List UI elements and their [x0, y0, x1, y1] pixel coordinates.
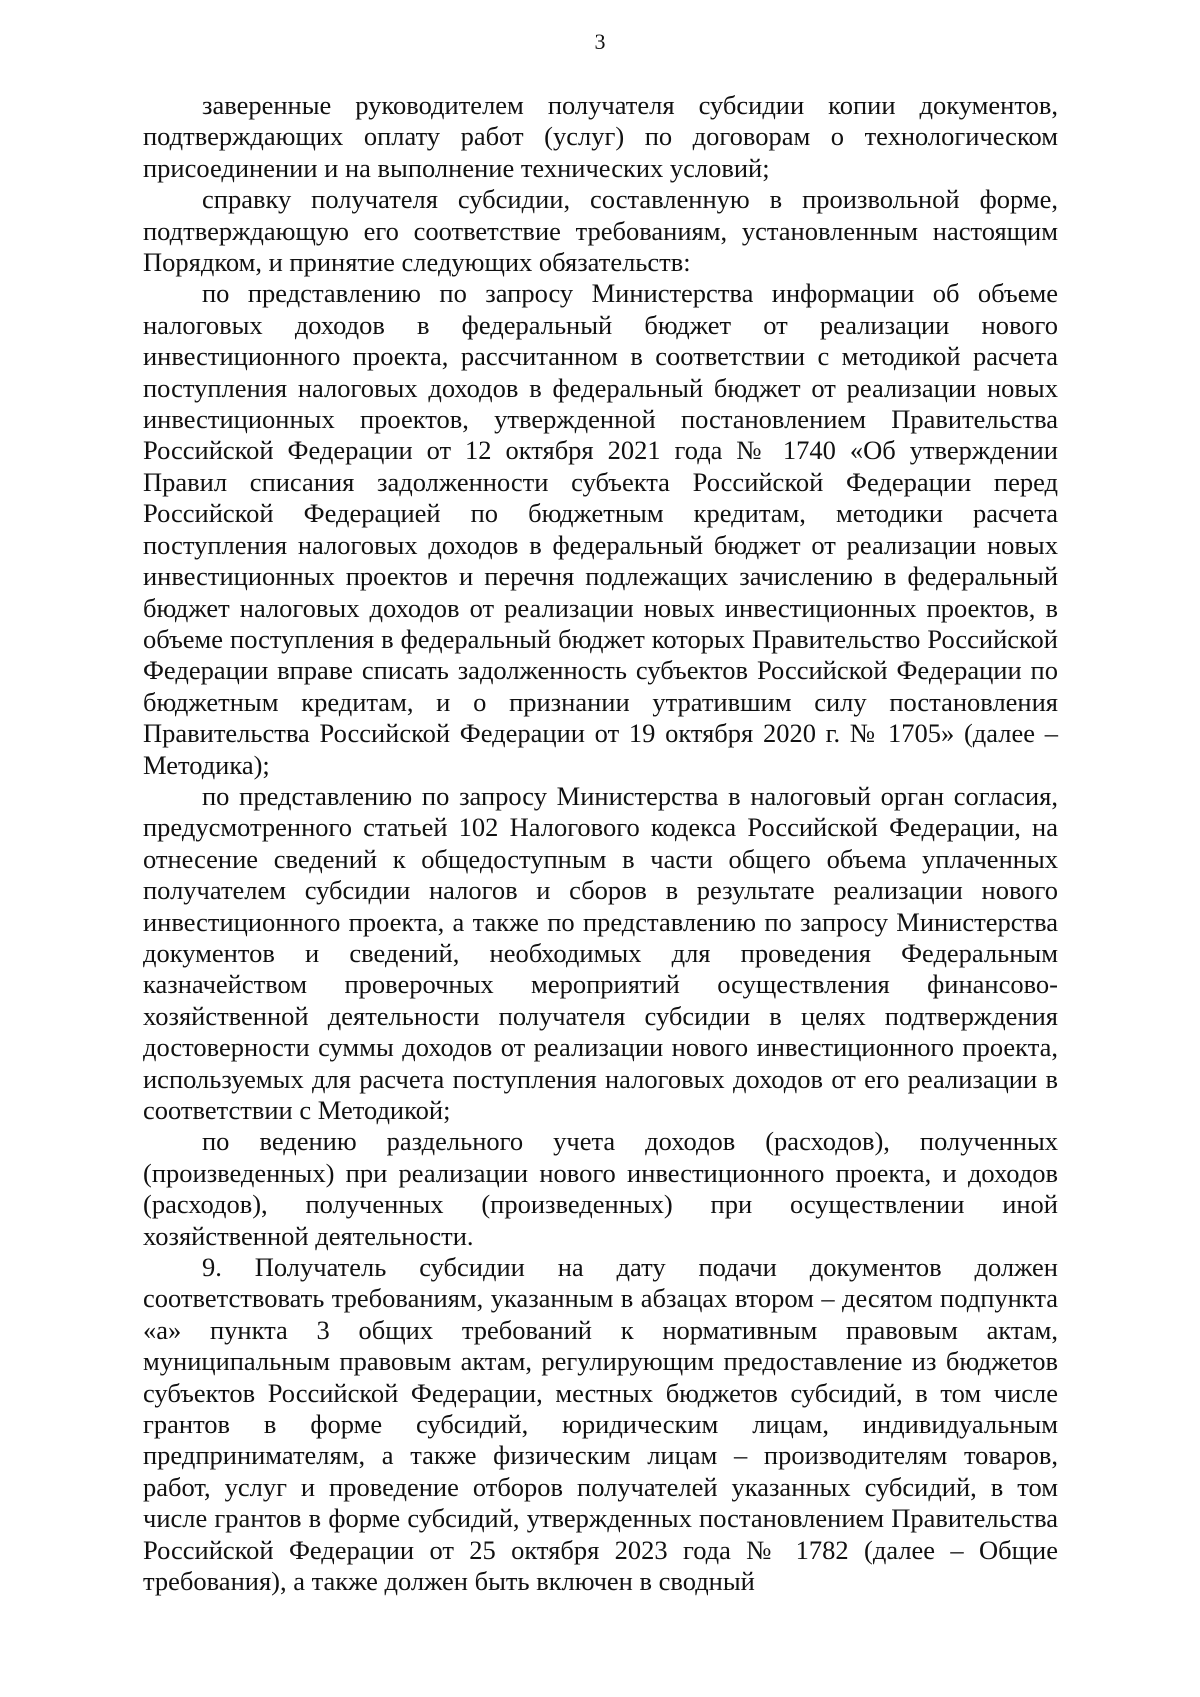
page-number: 3	[594, 29, 606, 54]
document-body	[143, 90, 1058, 1598]
paragraph-recipient-certificate: справку получателя субсидии, составленную в произвольной форме, подтверждающую его соответствие требованиям, установленным настоящим Порядком, и принятие следующих обязательств:	[143, 184, 1058, 278]
paragraph-tax-revenue-info: по представлению по запросу Министерства информации об объеме налоговых доходов в федеральный бюджет от реализации нового инвестиционного проекта, рассчитанном в соответствии с методикой расчета поступления налоговых доходов в федеральный бюджет от реализации новых инвестиционных проектов, утвержденной постановлением Правительства Российской Федерации от 12 октября 2021 года № 1740 «Об утверждении Правил списания задолженности субъекта Российской Федерации перед Российской Федерацией по бюджетным кредитам, методики расчета поступления налоговых доходов в федеральный бюджет от реализации новых инвестиционных проектов и перечня подлежащих зачислению в федеральный бюджет налоговых доходов от реализации новых инвестиционных проектов, в объеме поступления в федеральный бюджет которых Правительство Российской Федерации вправе списать задолженность субъектов Российской Федерации по бюджетным кредитам, и о признании утратившим силу постановления Правительства Российской Федерации от 19 октября 2020 г. № 1705» (далее – Методика);	[143, 278, 1058, 780]
paragraph-separate-accounting: по ведению раздельного учета доходов (расходов), полученных (произведенных) при реализации нового инвестиционного проекта, и доходов (расходов), полученных (произведенных) при осуществлении иной хозяйственной деятельности.	[143, 1126, 1058, 1251]
paragraph-tax-authority-consent: по представлению по запросу Министерства в налоговый орган согласия, предусмотренного статьей 102 Налогового кодекса Российской Федерации, на отнесение сведений к общедоступным в части общего объема уплаченных получателем субсидии налогов и сборов в результате реализации нового инвестиционного проекта, а также по представлению по запросу Министерства документов и сведений, необходимых для проведения Федеральным казначейством проверочных мероприятий осуществления финансово-хозяйственной деятельности получателя субсидии в целях подтверждения достоверности суммы доходов от реализации нового инвестиционного проекта, используемых для расчета поступления налоговых доходов от его реализации в соответствии с Методикой;	[143, 780, 1058, 1125]
paragraph-item-9-requirements: 9. Получатель субсидии на дату подачи документов должен соответствовать требованиям, указанным в абзацах втором – десятом подпункта «а» пункта 3 общих требований к нормативным правовым актам, муниципальным правовым актам, регулирующим предоставление из бюджетов субъектов Российской Федерации, местных бюджетов субсидий, в том числе грантов в форме субсидий, юридическим лицам, индивидуальным предпринимателям, а также физическим лицам – производителям товаров, работ, услуг и проведение отборов получателей указанных субсидий, в том числе грантов в форме субсидий, утвержденных постановлением Правительства Российской Федерации от 25 октября 2023 года № 1782 (далее – Общие требования), а также должен быть включен в сводный	[143, 1252, 1058, 1597]
paragraph-certified-copies: заверенные руководителем получателя субсидии копии документов, подтверждающих оплату работ (услуг) по договорам о технологическом присоединении и на выполнение технических условий;	[143, 90, 1058, 183]
